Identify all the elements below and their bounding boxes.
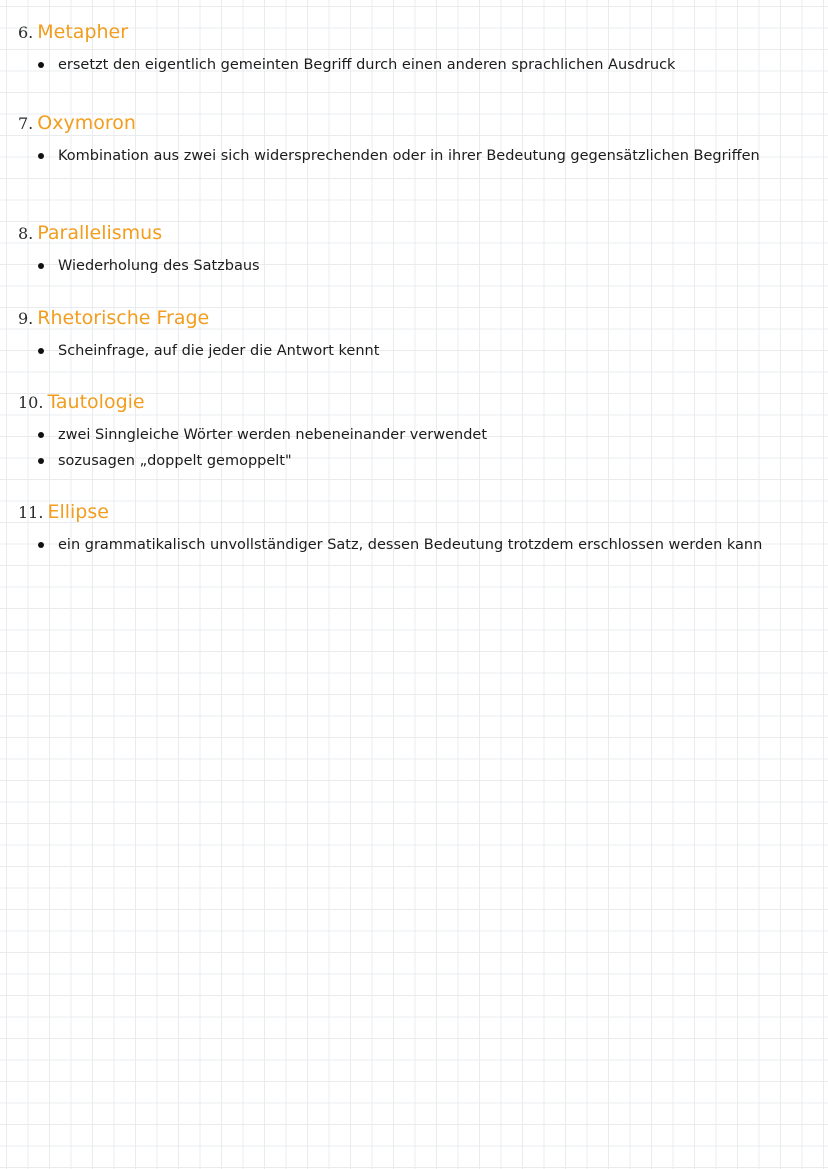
bullet-text: Scheinfrage, auf die jeder die Antwort kennt [58, 343, 380, 359]
bullet-list [0, 253, 828, 279]
bullet-item [0, 532, 828, 558]
bullet-dot-icon [38, 458, 44, 464]
bullet-dot-icon [38, 542, 44, 548]
section-term: Ellipse [47, 501, 109, 523]
bullet-list [0, 422, 828, 474]
bullet-text: ersetzt den eigentlich gemeinten Begriff durch einen anderen sprachlichen Ausdruck [58, 57, 676, 73]
bullet-item [0, 448, 828, 474]
section-term: Metapher [37, 21, 129, 43]
bullet-text: Wiederholung des Satzbaus [58, 258, 260, 274]
bullet-item [0, 143, 828, 169]
bullet-list [0, 52, 828, 78]
bullet-list [0, 143, 828, 169]
section-heading [18, 220, 162, 247]
bullet-text: sozusagen „doppelt gemoppelt" [58, 453, 292, 469]
section-term: Tautologie [47, 391, 145, 413]
bullet-text: zwei Sinngleiche Wörter werden nebeneinander verwendet [58, 427, 488, 443]
section-heading [18, 499, 109, 526]
section-number: 11. [18, 503, 44, 522]
section-term: Parallelismus [37, 222, 163, 244]
section-number: 6. [18, 23, 34, 42]
section-term: Oxymoron [37, 112, 136, 134]
bullet-text: ein grammatikalisch unvollständiger Satz, dessen Bedeutung trotzdem erschlossen werden kann [58, 537, 763, 553]
bullet-dot-icon [38, 348, 44, 354]
bullet-dot-icon [38, 263, 44, 269]
bullet-item [0, 422, 828, 448]
section-number: 10. [18, 393, 44, 412]
section-number: 7. [18, 114, 34, 133]
section-term: Rhetorische Frage [37, 307, 210, 329]
section-number: 8. [18, 224, 34, 243]
bullet-list [0, 338, 828, 364]
bullet-list [0, 532, 828, 558]
bullet-dot-icon [38, 432, 44, 438]
bullet-item [0, 253, 828, 279]
bullet-item [0, 52, 828, 78]
section-heading [18, 389, 145, 416]
bullet-dot-icon [38, 62, 44, 68]
bullet-dot-icon [38, 153, 44, 159]
bullet-item [0, 338, 828, 364]
section-number: 9. [18, 309, 34, 328]
section-heading [18, 305, 209, 332]
section-heading [18, 19, 128, 46]
bullet-text: Kombination aus zwei sich widersprechenden oder in ihrer Bedeutung gegensätzlichen Begriffen [58, 148, 760, 164]
section-heading [18, 110, 136, 137]
